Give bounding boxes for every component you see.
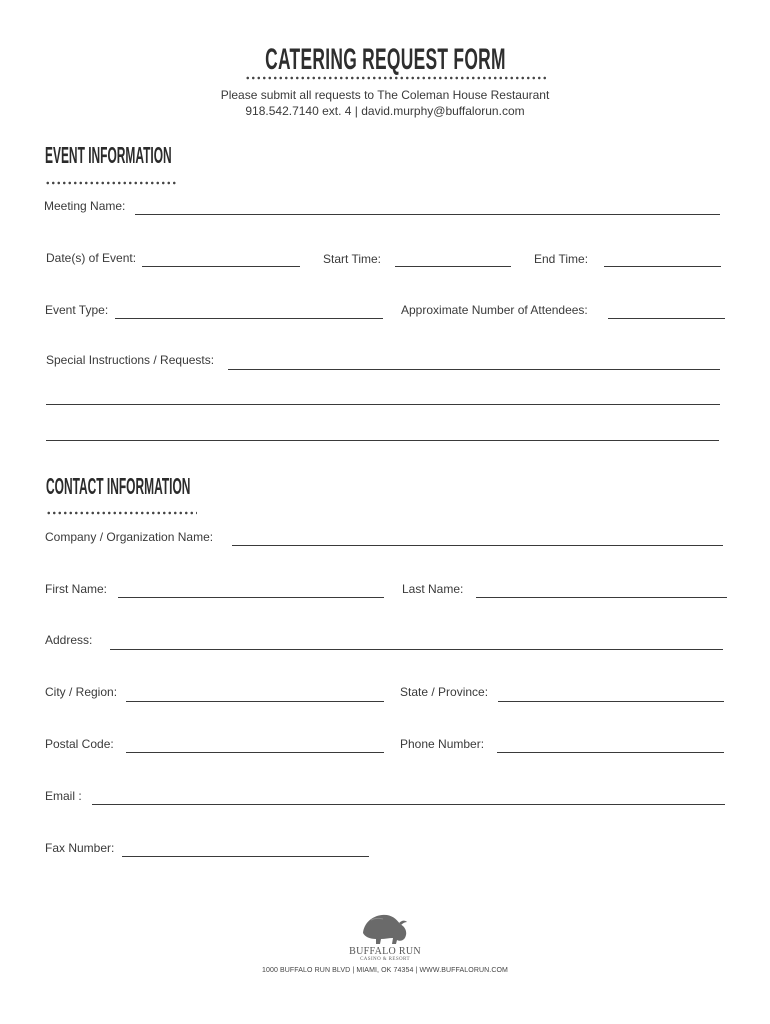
contact-line: 918.542.7140 ext. 4 | david.murphy@buffalorun.com [245, 104, 525, 118]
city-label: City / Region: [45, 685, 118, 699]
attendees-input[interactable] [608, 304, 725, 319]
form-title: CATERING REQUEST FORM [264, 43, 506, 76]
first-name-input[interactable] [118, 583, 384, 598]
event-dotted-divider [45, 181, 177, 185]
contact-information-heading: CONTACT INFORMATION [46, 473, 191, 499]
logo-name: BUFFALO RUN [349, 946, 421, 957]
postal-code-input[interactable] [126, 738, 384, 753]
city-input[interactable] [126, 687, 384, 702]
fax-input[interactable] [122, 842, 369, 857]
event-type-input[interactable] [115, 304, 383, 319]
last-name-input[interactable] [476, 583, 727, 598]
end-time-label: End Time: [534, 252, 589, 266]
address-label: Address: [45, 633, 93, 647]
submit-instructions: Please submit all requests to The Coleman House Restaurant [220, 88, 550, 102]
event-information-heading: EVENT INFORMATION [45, 142, 172, 168]
buffalo-icon [359, 910, 411, 946]
title-dotted-divider [245, 76, 548, 80]
address-input[interactable] [110, 635, 723, 650]
attendees-label: Approximate Number of Attendees: [401, 303, 588, 317]
special-instructions-input-2[interactable] [46, 390, 720, 405]
postal-code-label: Postal Code: [45, 737, 114, 751]
state-input[interactable] [498, 687, 724, 702]
state-label: State / Province: [400, 685, 489, 699]
footer-address: 1000 BUFFALO RUN BLVD | MIAMI, OK 74354 | WWW.BUFFALORUN.COM [261, 967, 508, 974]
email-input[interactable] [92, 790, 725, 805]
fax-label: Fax Number: [45, 841, 115, 855]
meeting-name-label: Meeting Name: [44, 199, 126, 213]
special-instructions-input-3[interactable] [46, 426, 719, 441]
special-instructions-input-1[interactable] [228, 355, 720, 370]
event-dates-input[interactable] [142, 252, 300, 267]
phone-input[interactable] [497, 738, 724, 753]
event-type-label: Event Type: [45, 303, 109, 317]
start-time-input[interactable] [395, 252, 511, 267]
start-time-label: Start Time: [323, 252, 382, 266]
end-time-input[interactable] [604, 252, 721, 267]
company-input[interactable] [232, 531, 723, 546]
last-name-label: Last Name: [402, 582, 464, 596]
company-label: Company / Organization Name: [45, 530, 214, 544]
logo-tagline: CASINO & RESORT [360, 957, 410, 962]
phone-label: Phone Number: [400, 737, 485, 751]
email-label: Email : [45, 789, 82, 803]
first-name-label: First Name: [45, 582, 108, 596]
meeting-name-input[interactable] [135, 200, 720, 215]
contact-dotted-divider [46, 511, 197, 515]
event-dates-label: Date(s) of Event: [46, 251, 137, 265]
special-instructions-label: Special Instructions / Requests: [46, 353, 215, 367]
title-row [0, 44, 770, 76]
